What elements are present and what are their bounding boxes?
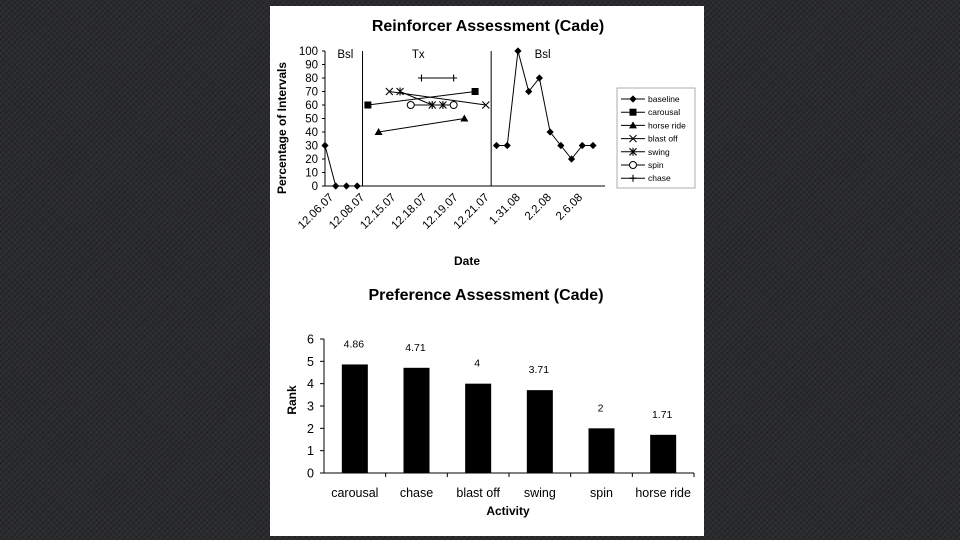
line-chart-x-tick-label: 1.31.08 xyxy=(487,191,523,228)
line-chart-y-axis-label: Percentage of Intervals xyxy=(275,61,289,195)
series-point-swing xyxy=(397,88,404,96)
legend-marker-carousal xyxy=(630,109,637,116)
line-chart-y-tick-label: 0 xyxy=(311,181,318,193)
series-point-spin xyxy=(450,102,457,109)
phase-label: Bsl xyxy=(534,49,551,61)
bar-chart-y-tick-label: 2 xyxy=(307,421,314,436)
series-line-baseline xyxy=(497,51,593,159)
legend-label-chase: chase xyxy=(648,173,671,184)
line-chart-y-tick-label: 10 xyxy=(305,167,318,180)
legend-label-baseline: baseline xyxy=(648,94,680,104)
line-chart-y-tick-label: 40 xyxy=(305,127,318,139)
series-point-baseline xyxy=(321,142,328,149)
line-chart-y-tick-label: 60 xyxy=(305,100,318,112)
series-point-baseline xyxy=(354,182,361,189)
series-point-baseline xyxy=(514,47,521,54)
line-chart-y-tick-label: 80 xyxy=(305,73,318,85)
bar-value-label: 2 xyxy=(597,402,604,415)
bar-chart-category-label: swing xyxy=(523,486,556,500)
series-point-baseline xyxy=(343,182,350,189)
legend-label-spin: spin xyxy=(648,160,664,170)
series-point-chase xyxy=(450,75,457,82)
line-chart-y-tick-label: 90 xyxy=(305,59,318,72)
series-point-carousal xyxy=(364,102,371,109)
line-chart-x-tick-label: 2.2.08 xyxy=(522,191,554,223)
series-point-baseline xyxy=(504,142,511,149)
bar-value-label: 4.71 xyxy=(405,341,426,354)
bar xyxy=(589,428,615,473)
bar-chart-title: Preference Assessment (Cade) xyxy=(368,287,604,304)
bar-chart-category-label: spin xyxy=(590,486,613,500)
bar-chart-category-label: blast off xyxy=(456,486,500,500)
series-point-spin xyxy=(407,102,414,109)
line-chart-x-tick-label: 12.08.07 xyxy=(327,191,368,232)
bar-chart-y-tick-label: 6 xyxy=(307,332,314,347)
line-chart-x-tick-label: 12.21.07 xyxy=(451,191,492,232)
series-point-chase xyxy=(418,75,425,82)
line-chart-x-tick-label: 12.15.07 xyxy=(358,191,399,232)
bar-chart-y-tick-label: 3 xyxy=(307,399,314,414)
phase-label: Tx xyxy=(411,49,425,61)
series-line-carousal xyxy=(368,92,475,106)
legend-marker-spin xyxy=(630,162,637,169)
bar xyxy=(404,368,430,473)
legend-label-horse-ride: horse ride xyxy=(648,120,686,131)
legend-label-blast-off: blast off xyxy=(648,133,678,144)
bar-chart-y-tick-label: 0 xyxy=(307,466,314,481)
bar xyxy=(527,390,553,473)
line-chart-y-tick-label: 20 xyxy=(305,154,318,166)
series-point-horse-ride xyxy=(460,115,468,122)
legend-label-carousal: carousal xyxy=(648,107,681,118)
line-chart-x-axis-label: Date xyxy=(453,254,481,268)
bar-chart-category-label: chase xyxy=(399,486,434,500)
bar-chart-y-tick-label: 5 xyxy=(307,354,314,369)
reinforcer-line-chart xyxy=(270,6,704,276)
bar-chart-x-axis-label: Activity xyxy=(486,504,530,518)
bar-value-label: 4 xyxy=(474,357,481,370)
phase-label: Bsl xyxy=(337,49,354,61)
slide-panel xyxy=(270,6,704,536)
line-chart-x-tick-label: 12.18.07 xyxy=(389,191,430,232)
series-point-baseline xyxy=(493,142,500,149)
bar-chart-category-label: carousal xyxy=(331,486,379,500)
line-chart-y-tick-label: 70 xyxy=(305,86,318,99)
line-chart-y-tick-label: 100 xyxy=(298,46,318,58)
line-chart-x-tick-label: 12.19.07 xyxy=(420,191,461,232)
bar xyxy=(465,384,491,473)
series-point-baseline xyxy=(332,182,339,189)
bar-chart-y-tick-label: 1 xyxy=(307,444,314,459)
line-chart-y-tick-label: 50 xyxy=(305,113,318,126)
line-chart-y-tick-label: 30 xyxy=(305,140,318,153)
series-point-baseline xyxy=(589,142,596,149)
bar-chart-y-axis-label: Rank xyxy=(285,385,299,415)
bar xyxy=(650,435,676,473)
bar-value-label: 3.71 xyxy=(528,364,550,377)
line-chart-x-tick-label: 12.06.07 xyxy=(295,191,337,232)
series-line-baseline xyxy=(325,146,357,187)
bar xyxy=(342,364,368,473)
preference-bar-chart xyxy=(270,276,704,536)
series-line-horse-ride xyxy=(379,119,465,133)
bar-chart-y-tick-label: 4 xyxy=(307,377,314,392)
bar-value-label: 4.86 xyxy=(343,338,365,351)
legend-label-swing: swing xyxy=(648,146,670,157)
line-chart-x-tick-label: 2.6.08 xyxy=(554,191,586,223)
bar-value-label: 1.71 xyxy=(651,408,673,421)
line-chart-title: Reinforcer Assessment (Cade) xyxy=(371,18,605,35)
bar-chart-category-label: horse ride xyxy=(635,486,691,500)
series-point-carousal xyxy=(472,88,479,95)
